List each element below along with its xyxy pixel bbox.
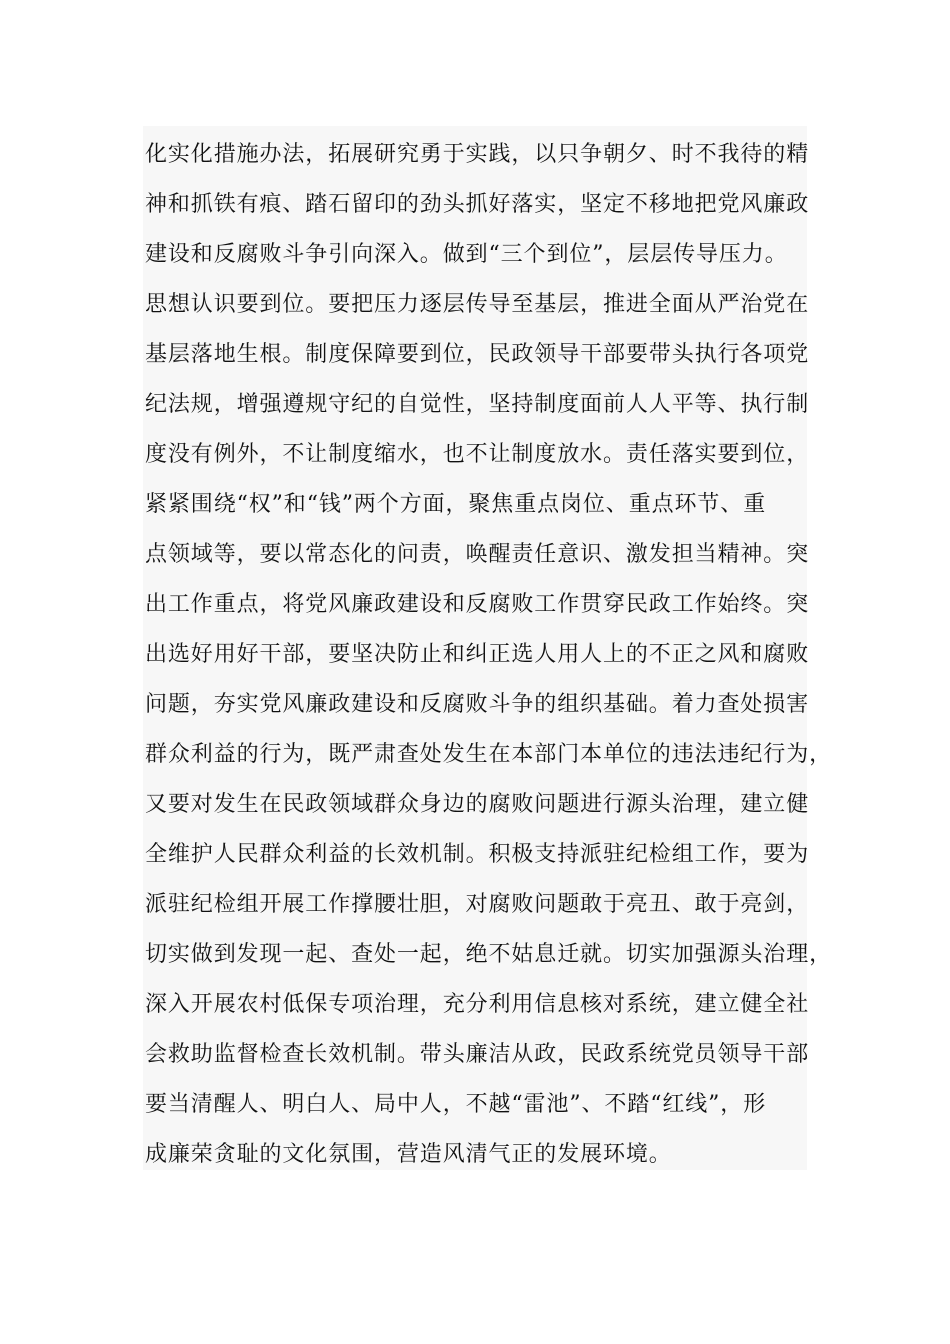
text-line: 建设和反腐败斗争引向深入。做到“三个到位”，层层传导压力。 xyxy=(145,242,788,267)
text-line: 要当清醒人、明白人、局中人，不越“雷池”、不踏“红线”，形 xyxy=(145,1092,767,1117)
text-line: 紧紧围绕“权”和“钱”两个方面，聚焦重点岗位、重点环节、重 xyxy=(145,492,767,517)
text-line: 神和抓铁有痕、踏石留印的劲头抓好落实，坚定不移地把党风廉政 xyxy=(145,192,810,217)
text-line: 全维护人民群众利益的长效机制。积极支持派驻纪检组工作，要为 xyxy=(145,842,810,867)
text-line: 又要对发生在民政领域群众身边的腐败问题进行源头治理，建立健 xyxy=(145,792,810,817)
text-block xyxy=(143,126,833,1170)
text-line: 成廉荣贪耻的文化氛围，营造风清气正的发展环境。 xyxy=(145,1142,672,1167)
text-line: 基层落地生根。制度保障要到位，民政领导干部要带头执行各项党 xyxy=(145,342,810,367)
text-line: 群众利益的行为，既严肃查处发生在本部门本单位的违法违纪行为， xyxy=(145,742,833,767)
text-line: 出选好用好干部，要坚决防止和纠正选人用人上的不正之风和腐败 xyxy=(145,642,810,667)
text-line: 会救助监督检查长效机制。带头廉洁从政，民政系统党员领导干部 xyxy=(145,1042,810,1067)
text-line: 切实做到发现一起、查处一起，绝不姑息迁就。切实加强源头治理， xyxy=(145,942,833,967)
text-line: 度没有例外，不让制度缩水，也不让制度放水。责任落实要到位， xyxy=(145,442,810,467)
text-line: 派驻纪检组开展工作撑腰壮胆，对腐败问题敢于亮丑、敢于亮剑， xyxy=(145,892,810,917)
text-line: 问题，夯实党风廉政建设和反腐败斗争的组织基础。着力查处损害 xyxy=(145,692,810,717)
text-line: 化实化措施办法，拓展研究勇于实践，以只争朝夕、时不我待的精 xyxy=(145,142,810,167)
text-line: 纪法规，增强遵规守纪的自觉性，坚持制度面前人人平等、执行制 xyxy=(145,392,810,417)
text-line: 思想认识要到位。要把压力逐层传导至基层，推进全面从严治党在 xyxy=(145,292,810,317)
text-line: 深入开展农村低保专项治理，充分利用信息核对系统，建立健全社 xyxy=(145,992,810,1017)
text-line: 点领域等，要以常态化的问责，唤醒责任意识、激发担当精神。突 xyxy=(145,542,810,567)
text-line: 出工作重点，将党风廉政建设和反腐败工作贯穿民政工作始终。突 xyxy=(145,592,810,617)
